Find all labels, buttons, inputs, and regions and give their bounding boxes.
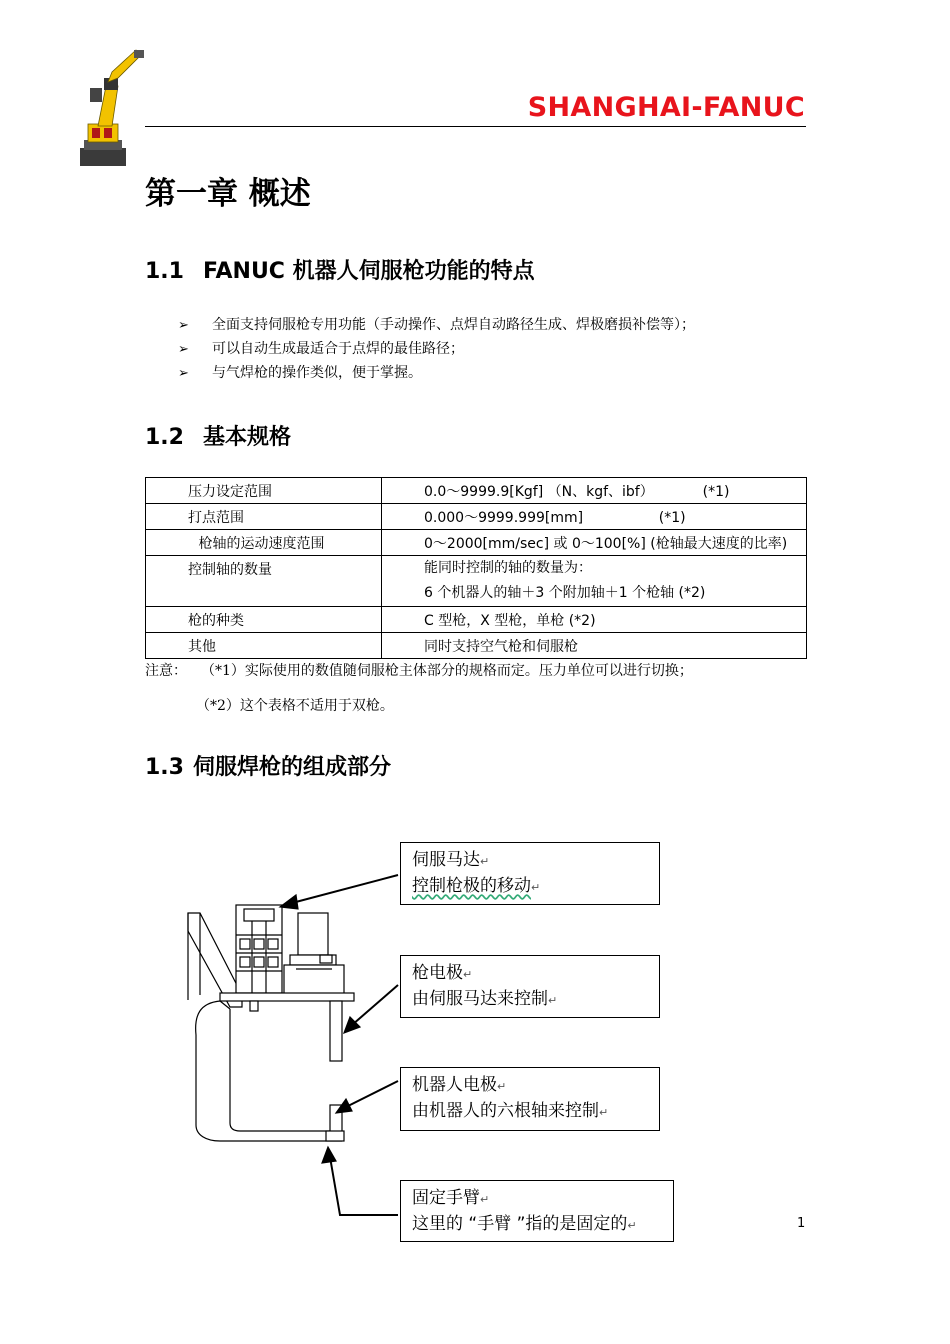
return-glyph: ↵ — [480, 855, 490, 868]
list-item-text: 与气焊枪的操作类似，便于掌握。 — [212, 365, 422, 381]
note-label: 注意： — [145, 663, 187, 679]
table-value-line: 6 个机器人的轴＋3 个附加轴＋1 个枪轴 (*2) — [424, 585, 706, 601]
section-number: 1.3 — [145, 755, 184, 780]
return-glyph: ↵ — [463, 968, 473, 981]
table-row — [146, 607, 807, 633]
label-robot-electrode — [400, 1067, 660, 1131]
section-number: 1.2 — [145, 425, 184, 450]
table-value-line: 能同时控制的轴的数量为： — [424, 560, 592, 576]
label-line: 这里的 “手臂 ”指的是固定的 — [412, 1214, 628, 1234]
bullet-arrow-icon: ➢ — [178, 342, 189, 357]
table-row — [146, 556, 807, 607]
bullet-arrow-icon: ➢ — [178, 318, 189, 333]
return-glyph: ↵ — [531, 881, 541, 894]
label-line: 机器人电极 — [412, 1075, 497, 1095]
label-line: 由伺服马达来控制 — [412, 989, 548, 1009]
table-value: 0～2000[mm/sec] 或 0～100[%] (枪轴最大速度的比率) — [382, 530, 807, 556]
section-title: FANUC 机器人伺服枪功能的特点 — [203, 259, 535, 284]
header-rule — [145, 126, 806, 127]
label-line: 固定手臂 — [412, 1188, 480, 1208]
list-item — [178, 337, 695, 361]
list-item — [178, 313, 695, 337]
bullet-arrow-icon: ➢ — [178, 366, 189, 381]
return-glyph: ↵ — [497, 1080, 507, 1093]
page-number: 1 — [797, 1216, 806, 1231]
return-glyph: ↵ — [627, 1219, 637, 1232]
table-value: 同时支持空气枪和伺服枪 — [382, 633, 807, 659]
table-note-2: （*2）这个表格不适用于双枪。 — [196, 698, 394, 714]
section-title: 基本规格 — [203, 425, 292, 450]
table-key: 打点范围 — [146, 504, 382, 530]
table-key: 枪轴的运动速度范围 — [146, 530, 382, 556]
table-value: 0.000～9999.999[mm] (*1) — [382, 504, 807, 530]
section-number: 1.1 — [145, 259, 184, 284]
table-row — [146, 530, 807, 556]
table-row — [146, 633, 807, 659]
section-title: 伺服焊枪的组成部分 — [193, 755, 392, 780]
table-value — [382, 556, 807, 607]
section-heading-1-2 — [145, 420, 291, 451]
list-item-text: 可以自动生成最适合于点焊的最佳路径； — [212, 341, 464, 357]
section-heading-1-1 — [145, 254, 535, 285]
return-glyph: ↵ — [548, 994, 558, 1007]
label-line: 控制枪极的移动 — [412, 876, 531, 896]
table-value: C 型枪，X 型枪，单枪 (*2) — [382, 607, 807, 633]
return-glyph: ↵ — [480, 1193, 490, 1206]
label-servo-motor — [400, 842, 660, 905]
return-glyph: ↵ — [599, 1106, 609, 1119]
list-item-text: 全面支持伺服枪专用功能（手动操作、点焊自动路径生成、焊极磨损补偿等）； — [212, 317, 695, 333]
brand-title: SHANGHAI-FANUC — [527, 92, 805, 123]
table-key: 枪的种类 — [146, 607, 382, 633]
label-line: 伺服马达 — [412, 850, 480, 870]
chapter-title: 第一章 概述 — [145, 176, 311, 212]
spec-table — [145, 477, 807, 659]
table-value: 0.0～9999.9[Kgf] （N、kgf、ibf） (*1) — [382, 478, 807, 504]
label-line: 由机器人的六根轴来控制 — [412, 1101, 599, 1121]
note-text: （*1）实际使用的数值随伺服枪主体部分的规格而定。压力单位可以进行切换； — [201, 663, 693, 679]
table-note-1 — [145, 660, 693, 680]
table-row — [146, 504, 807, 530]
label-line: 枪电极 — [412, 963, 463, 983]
table-key: 控制轴的数量 — [146, 556, 382, 607]
section-heading-1-3 — [145, 750, 391, 781]
fanuc-robot-icon — [78, 48, 146, 168]
table-row — [146, 478, 807, 504]
label-gun-electrode — [400, 955, 660, 1018]
table-key: 压力设定范围 — [146, 478, 382, 504]
list-item — [178, 361, 695, 385]
label-fixed-arm — [400, 1180, 674, 1242]
table-key: 其他 — [146, 633, 382, 659]
feature-list — [178, 313, 695, 385]
